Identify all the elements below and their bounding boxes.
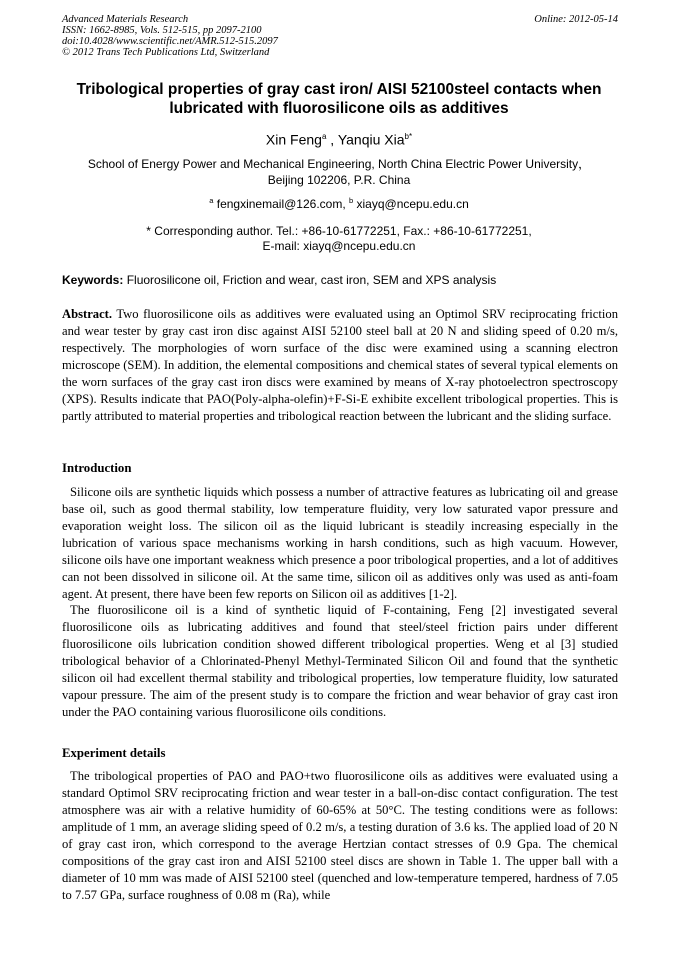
journal-doi: doi:10.4028/www.scientific.net/AMR.512-515.2097 <box>62 36 278 47</box>
journal-copyright: © 2012 Trans Tech Publications Ltd, Switzerland <box>62 47 270 58</box>
abstract-text: Two fluorosilicone oils as additives were evaluated using an Optimol SRV reciprocating friction and wear tester by gray cast iron disc against AISI 52100 steel ball at 20 N and sliding speed of 0.20 m/s, respectively. The morphologies of worn surface of the disc were examined using a scanning electron microscope (SEM). In addition, the elemental compositions and chemical states of several typical elements on the worn surfaces of the gray cast iron discs were examined by means of X-ray photoelectron spectroscopy (XPS). Results indicate that PAO(Poly-alpha-olefin)+F-Si-E exhibite excellent tribological properties. This is partly attributed to material properties and tribological reaction between the lubricant and the sliding surface. <box>62 307 618 423</box>
journal-issn: ISSN: 1662-8985, Vols. 512-515, pp 2097-2100 <box>62 25 262 36</box>
affiliation <box>60 157 618 188</box>
journal-header <box>62 14 618 58</box>
paragraph: The tribological properties of PAO and PAO+two fluorosilicone oils as additives were evaluated using a standard Optimol SRV reciprocating friction and wear tester in a ball-on-disc contact configuration. The test atmosphere was air with a relative humidity of 60-65% at 50°C. The testing conditions were as follows: amplitude of 1 mm, an average sliding speed of 0.2 m/s, a testing duration of 3.6 ks. The applied load of 20 N of gray cast iron, which correspond to the average Hertzian contact stresses of 0.9 Gpa. The chemical compositions of the gray cast iron and AISI 52100 steel discs are shown in Table 1. The upper ball with a diameter of 10 mm was made of AISI 52100 steel (quenched and low-temperature tempered, hardness of 7.05 to 7.57 GPa, surface roughness of 0.08 m (Ra), while <box>62 769 618 902</box>
author-separator: , <box>326 131 338 148</box>
abstract <box>62 306 618 425</box>
keywords-label: Keywords: <box>62 273 124 287</box>
paragraph: The fluorosilicone oil is a kind of synthetic liquid of F-containing, Feng [2] investigated several fluorosilicone oils as lubricating additives and found that steel/steel friction pairs under different fluorosilicone oils lubrication condition showed different tribological properties. Weng et al [3] studied tribological behavior of a Chlorinated-Phenyl Methyl-Terminated Silicon Oil and found that the synthetic silicon oil had excellent thermal stability and tribological properties, low temperature fluidity, low saturated vapour pressure. The aim of the present study is to compare the friction and wear behavior of gray cast iron under the PAO containing various fluorosilicone oils conditions. <box>62 603 618 719</box>
email-address: xiayq@ncepu.edu.cn <box>353 197 469 211</box>
affiliation-line: Beijing 102206, P.R. China <box>267 172 411 187</box>
author-name: Yanqiu Xia <box>337 131 405 148</box>
author-superscript: b* <box>404 132 413 141</box>
author-list <box>0 128 678 149</box>
keywords-text: Fluorosilicone oil, Friction and wear, cast iron, SEM and XPS analysis <box>123 273 497 287</box>
author-name: Xin Feng <box>265 131 322 148</box>
author-superscript: a <box>321 132 327 141</box>
keywords <box>62 272 618 288</box>
email-superscript: b <box>349 196 354 205</box>
affiliation-line: School of Energy Power and Mechanical Engineering, North China Electric Power University， <box>87 157 591 171</box>
corresponding-line: E-mail: xiayq@ncepu.edu.cn <box>262 238 416 253</box>
abstract-label: Abstract. <box>62 307 113 321</box>
corresponding-author <box>60 224 618 253</box>
email-address: fengxinemail@126.com, <box>213 197 349 211</box>
author-emails <box>0 193 678 212</box>
journal-name: Advanced Materials Research <box>62 14 189 25</box>
paragraph: Silicone oils are synthetic liquids which possess a number of attractive features as lubricating oil and grease base oil, such as good thermal stability, low temperature fluidity, very low saturated vapor pressure and evaporation weight loss. The silicon oil as the liquid lubricant is steadily increasing especially in the lubrication of various space mechanisms working in harsh conditions, such as high vacuum. However, silicone oils have one important weakness which presence a poor tribological properties, and a lot of additives can not been dissolved in silicone oil. At the same time, silicon oil as additives only was used as anti-foam agent. At present, there have been few reports on Silicon oil as additives [1-2]. <box>62 485 618 601</box>
section-heading-introduction: Introduction <box>62 461 132 475</box>
section-heading-experiment: Experiment details <box>62 746 166 760</box>
online-date: Online: 2012-05-14 <box>534 14 618 25</box>
paper-title: Tribological properties of gray cast iron/ AISI 52100steel contacts when lubricated with fluorosilicone oils as additives <box>76 81 602 117</box>
corresponding-line: * Corresponding author. Tel.: +86-10-61772251, Fax.: +86-10-61772251, <box>146 224 532 238</box>
email-superscript: a <box>209 196 214 205</box>
